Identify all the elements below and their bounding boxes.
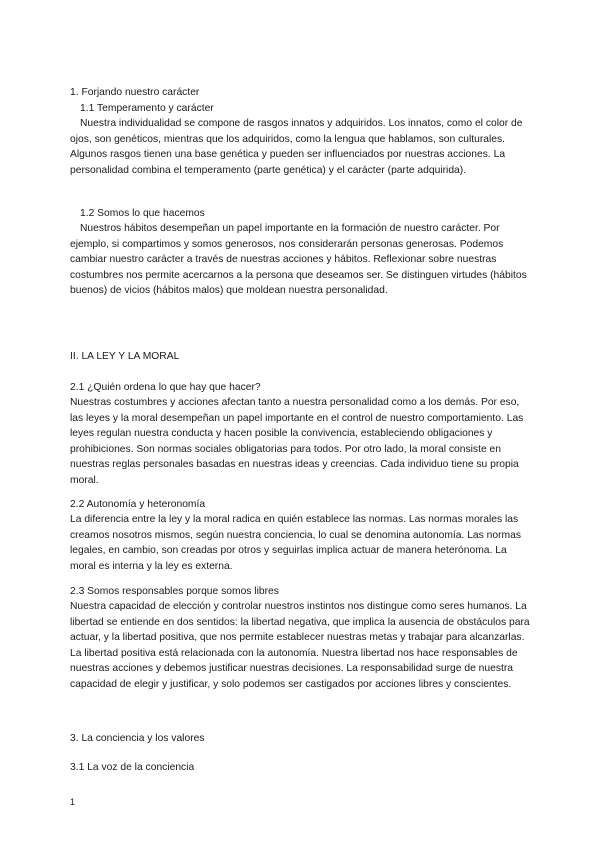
section-1-1-heading: 1.1 Temperamento y carácter xyxy=(80,103,214,114)
section-2-1-paragraph: Nuestras costumbres y acciones afectan tanto a nuestra personalidad como a los demás. Por eso, las leyes y la moral desempeñan un papel importante en el control de nuestro comportamiento. Las leyes regulan nuestra conducta y hacen posible la convivencia, estableciendo obligaciones y prohibiciones. Son normas sociales obligatorias para todos. Por otro lado, la moral consiste en nuestras reglas personales basadas en nuestras ideas y creencias. Cada individuo tiene su propia moral. xyxy=(70,397,524,486)
section-1-heading: 1. Forjando nuestro carácter xyxy=(70,87,200,98)
section-1-2-paragraph: Nuestros hábitos desempeñan un papel importante en la formación de nuestro carácter. Por ejemplo, si compartimos y somos generosos, nos considerarán personas generosas. Podemos cambiar nuestro carácter a través de nuestras acciones y hábitos. Reflexionar sobre nuestras costumbres nos permite acercarnos a la persona que deseamos ser. Se distinguen virtudes (hábitos buenos) de vicios (hábitos malos) que moldean nuestra personalidad. xyxy=(70,223,527,297)
section-2-heading: II. LA LEY Y LA MORAL xyxy=(70,351,180,362)
section-2-2-heading: 2.2 Autonomía y heteronomía xyxy=(70,499,206,510)
section-1-1-paragraph: Nuestra individualidad se compone de rasgos innatos y adquiridos. Los innatos, como el color de ojos, son genéticos, mientras que los adquiridos, como la lengua que hablamos, son culturales. Algunos rasgos tienen una base genética y pueden ser influenciados por nuestras acciones. La personalidad combina el temperamento (parte genética) y el carácter (parte adquirida). xyxy=(70,118,523,176)
section-2-3-paragraph: Nuestra capacidad de elección y controlar nuestros instintos nos distingue como seres humanos. La libertad se entiende en dos sentidos: la libertad negativa, que implica la ausencia de obstáculos para actuar, y la libertad positiva, que nos permite establecer nuestras metas y trabajar para alcanzarlas. La libertad positiva está relacionada con la autonomía. Nuestra libertad nos hace responsables de nuestras acciones y debemos justificar nuestras decisiones. La responsabilidad surge de nuestra capacidad de elegir y justificar, y solo podemos ser castigados por acciones libres y conscientes. xyxy=(70,601,530,690)
section-2-3-heading: 2.3 Somos responsables porque somos libres xyxy=(70,586,279,597)
section-3-heading: 3. La conciencia y los valores xyxy=(70,733,205,744)
section-1-2-heading: 1.2 Somos lo que hacemos xyxy=(80,208,205,219)
section-2-1-heading: 2.1 ¿Quién ordena lo que hay que hacer? xyxy=(70,382,261,393)
section-3-1-heading: 3.1 La voz de la conciencia xyxy=(70,762,195,773)
section-2-2-paragraph: La diferencia entre la ley y la moral radica en quién establece las normas. Las normas morales las creamos nosotros mismos, según nuestra conciencia, lo cual se denomina autonomía. Las normas legales, en cambio, son creadas por otros y seguirlas implica actuar de manera heterónoma. La moral es interna y la ley es externa. xyxy=(70,514,522,572)
page-number: 1 xyxy=(70,797,76,807)
